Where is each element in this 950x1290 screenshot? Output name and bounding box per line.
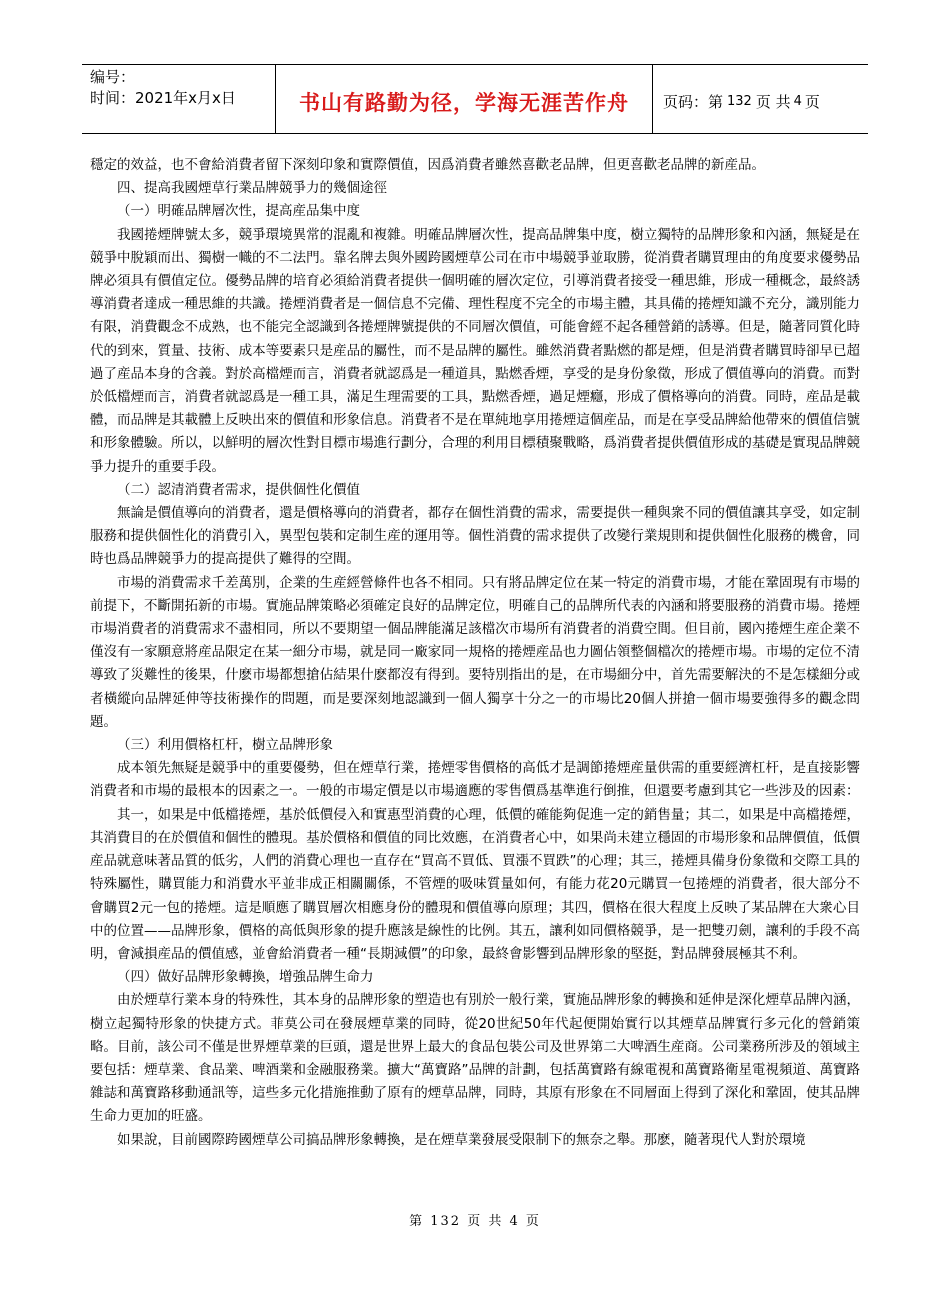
- page-footer: [0, 1210, 950, 1229]
- paragraph: 穩定的效益，也不會給消費者留下深刻印象和實際價值，因爲消費者雖然喜歡老品牌，但更喜歡老品牌的新産品。: [90, 157, 765, 173]
- paragraph: 成本領先無疑是競爭中的重要優勢，但在煙草行業，捲煙零售價格的高低才是調節捲煙産量供需的重要經濟杠杆，是直接影響消費者和市場的最根本的因素之一。一般的市場定價是以市場適應的零售價爲基準進行倒推，但還要考慮到其它一些涉及的因素：: [90, 760, 860, 800]
- page-suffix: 页: [804, 92, 820, 111]
- paragraph: 其一，如果是中低檔捲煙，基於低價侵入和實惠型消費的心理，低價的確能夠促進一定的銷售量；其二，如果是中高檔捲煙，其消費目的在於價值和個性的體現。基於價格和價值的同比效應，在消費者心中，如果尚未建立穩固的市場形象和品牌價值，低價産品就意味著品質的低劣，人們的消費心理也一直存在“買高不買低、買漲不買跌”的心理；其三，捲煙具備身份象徵和交際工具的特殊屬性，購買能力和消費水平並非成正相關關係，不管煙的吸味質量如何，有能力花20元購買一包捲煙的消費者，很大部分不會購買2元一包的捲煙。這是順應了購買層次相應身份的體現和價值導向原理；其四，價格在很大程度上反映了某品牌在大衆心目中的位置——品牌形象，價格的高低與形象的提升應該是線性的比例。其五，讓利如同價格競爭，是一把雙刃劍，讓利的手段不高明，會減損産品的價值感，並會給消費者一種“長期減價”的印象，最終會影響到品牌形象的堅挺，對品牌發展極其不利。: [90, 806, 860, 962]
- page-mid: 页 共: [755, 92, 791, 111]
- page-number: 132: [727, 93, 752, 109]
- section-heading: 四、提高我國煙草行業品牌競爭力的幾個途徑: [117, 180, 387, 197]
- document-header: [82, 64, 868, 134]
- footer-prefix: 第: [409, 1214, 425, 1229]
- subsection-heading: （一）明確品牌層次性，提高産品集中度: [117, 203, 360, 220]
- motto-text: 书山有路勤为径，学海无涯苦作舟: [299, 91, 629, 115]
- footer-total: 4: [509, 1214, 520, 1229]
- subsection-heading: （二）認清消費者需求，提供個性化價值: [117, 481, 360, 498]
- header-motto-cell: [275, 65, 653, 133]
- subsection-heading: （四）做好品牌形象轉換，增強品牌生命力: [117, 969, 374, 986]
- time-label: 时间：2021年x月x日: [90, 89, 236, 107]
- code-label: 编号：: [90, 68, 136, 86]
- header-page-info: [653, 65, 868, 133]
- paragraph: 由於煙草行業本身的特殊性，其本身的品牌形象的塑造也有別於一般行業，實施品牌形象的轉換和延伸是深化煙草品牌內涵，樹立起獨特形象的快捷方式。菲莫公司在發展煙草業的同時，從20世紀50年代起便開始實行以其煙草品牌實行多元化的營銷策略。目前，該公司不僅是世界煙草業的巨頭，還是世界上最大的食品包裝公司及世界第二大啤酒生産商。公司業務所涉及的領域主要包括：煙草業、食品業、啤酒業和金融服務業。擴大“萬寶路”品牌的計劃，包括萬寶路有線電視和萬寶路衛星電視頻道、萬寶路雜誌和萬寶路移動通訊等，這些多元化措施推動了原有的煙草品牌，同時，其原有形象在不同層面上得到了深化和鞏固，使其品牌生命力更加的旺盛。: [90, 992, 860, 1125]
- paragraph: 無論是價值導向的消費者，還是價格導向的消費者，都存在個性消費的需求，需要提供一種與衆不同的價值讓其享受，如定制服務和提供個性化的消費引入，異型包裝和定制生産的運用等。個性消費的需求提供了改變行業規則和提供個性化服務的機會，同時也爲品牌競爭力的提高提供了難得的空間。: [90, 505, 860, 568]
- paragraph: 我國捲煙牌號太多，競爭環境異常的混亂和複雜。明確品牌層次性，提高品牌集中度，樹立獨特的品牌形象和內涵，無疑是在競爭中脫穎而出、獨樹一幟的不二法門。靠名牌去與外國跨國煙草公司在市中場競爭並取勝，從消費者購買理由的角度要求優勢品牌必須具有價值定位。優勢品牌的培育必須給消費者提供一個明確的層次定位，引導消費者接受一種思維，形成一種概念，最終誘導消費者達成一種思維的共識。捲煙消費者是一個信息不完備、理性程度不完全的市場主體，其具備的捲煙知識不充分，識別能力有限，消費觀念不成熟，也不能完全認識到各捲煙牌號提供的不同層次價值，可能會經不起各種營銷的誘導。但是，隨著同質化時代的到來，質量、技術、成本等要素只是産品的屬性，而不是品牌的屬性。雖然消費者點燃的都是煙，但是消費者購買時卻早已超過了産品本身的含義。對於高檔煙而言，消費者就認爲是一種道具，點燃香煙，享受的是身份象徵，形成了價值導向的消費。而對於低檔煙而言，消費者就認爲是一種工具，滿足生理需要的工具，點燃香煙，過足煙癮，形成了價格導向的消費。同時，産品是載體，而品牌是其載體上反映出來的價值和形象信息。消費者不是在單純地享用捲煙這個産品，而是在享受品牌給他帶來的價值信號和形象體驗。所以，以鮮明的層次性對目標市場進行劃分，合理的利用目標積聚戰略，爲消費者提供價值形成的基礎是實現品牌競爭力提升的重要手段。: [90, 226, 860, 475]
- paragraph: 如果說，目前國際跨國煙草公司搞品牌形象轉換，是在煙草業發展受限制下的無奈之舉。那麽，隨著現代人對於環境: [117, 1131, 806, 1148]
- footer-mid: 页 共: [467, 1214, 504, 1229]
- header-meta: [82, 65, 275, 133]
- footer-suffix: 页: [525, 1214, 541, 1229]
- document-body: [90, 154, 860, 1152]
- paragraph: 市場的消費需求千差萬別，企業的生産經營條件也各不相同。只有將品牌定位在某一特定的消費市場，才能在鞏固現有市場的前提下，不斷開拓新的市場。實施品牌策略必須確定良好的品牌定位，明確自己的品牌所代表的內涵和將要服務的消費市場。捲煙市場消費者的消費需求不盡相同，所以不要期望一個品牌能滿足該檔次市場所有消費者的消費空間。但目前，國內捲煙生産企業不僅沒有一家願意將産品限定在某一細分市場，就是同一廠家同一規格的捲煙産品也力圖佔領整個檔次的捲煙市場。市場的定位不清導致了災難性的後果，什麽市場都想搶佔結果什麽都沒有得到。要特別指出的是，在市場細分中，首先需要解決的不是怎樣細分或者橫縱向品牌延伸等技術操作的問題，而是要深刻地認識到一個人獨享十分之一的市場比20個人拼搶一個市場要強得多的觀念問題。: [90, 574, 860, 730]
- footer-page-number: 132: [430, 1214, 462, 1229]
- page-prefix: 页码：第: [663, 92, 724, 111]
- page-total: 4: [793, 93, 802, 109]
- subsection-heading: （三）利用價格杠杆，樹立品牌形象: [117, 737, 333, 754]
